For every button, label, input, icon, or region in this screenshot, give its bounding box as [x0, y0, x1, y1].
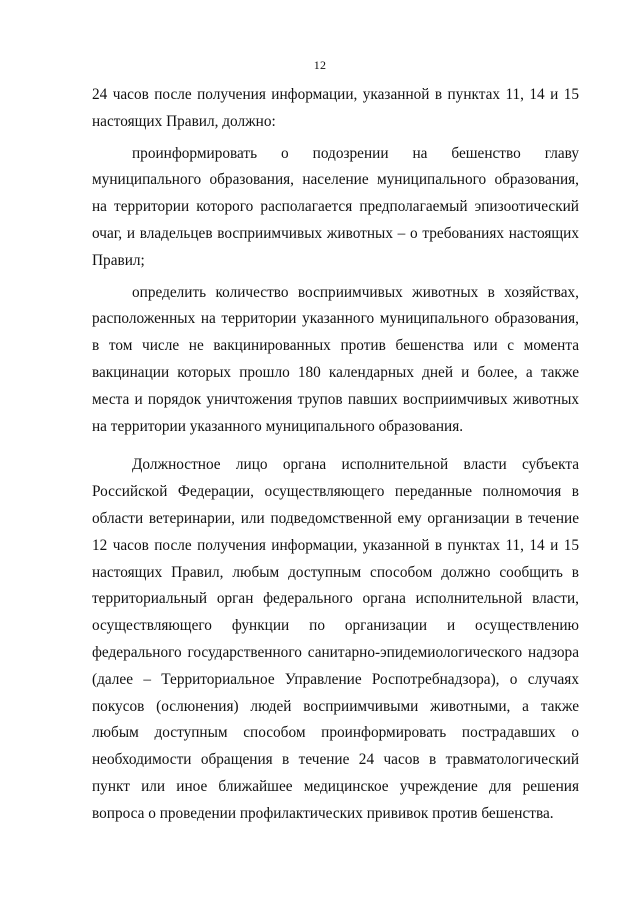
page-number: 12 — [313, 58, 327, 72]
paragraph-official-duty: Должностное лицо органа исполнительной власти субъекта Российской Федерации, осуществляющего переданные полномочия в области ветеринарии, или подведомственной ему организации в течение 12 часов после получения информации, указанной в пунктах 11, 14 и 15 настоящих Правил, любым доступным способом должно сообщить в территориальный орган федерального органа исполнительной власти, осуществляющего функции по организации и осуществлению федерального государственного санитарно-эпидемиологического надзора (далее – Территориальное Управление Роспотребнадзора), о случаях покусов (ослюнения) людей восприимчивыми животными, а также любым доступным способом проинформировать пострадавших о необходимости обращения в течение 24 часов в травматологический пункт или иное ближайшее медицинское учреждение для решения вопроса о проведении профилактических прививок против бешенства. — [92, 456, 579, 822]
document-body — [92, 82, 579, 828]
paragraph-continuation: 24 часов после получения информации, указанной в пунктах 11, 14 и 15 настоящих Правил, должно: — [92, 86, 579, 130]
paragraph-determine-count: определить количество восприимчивых животных в хозяйствах, расположенных на территории указанного муниципального образования, в том числе не вакцинированных против бешенства или с момента вакцинации которых прошло 180 календарных дней и более, а также места и порядок уничтожения трупов павших восприимчивых животных на территории указанного муниципального образования. — [92, 283, 579, 435]
paragraph-inform-head: проинформировать о подозрении на бешенство главу муниципального образования, население муниципального образования, на территории которого располагается предполагаемый эпизоотический очаг, и владельцев восприимчивых животных – о требованиях настоящих Правил; — [92, 144, 579, 269]
